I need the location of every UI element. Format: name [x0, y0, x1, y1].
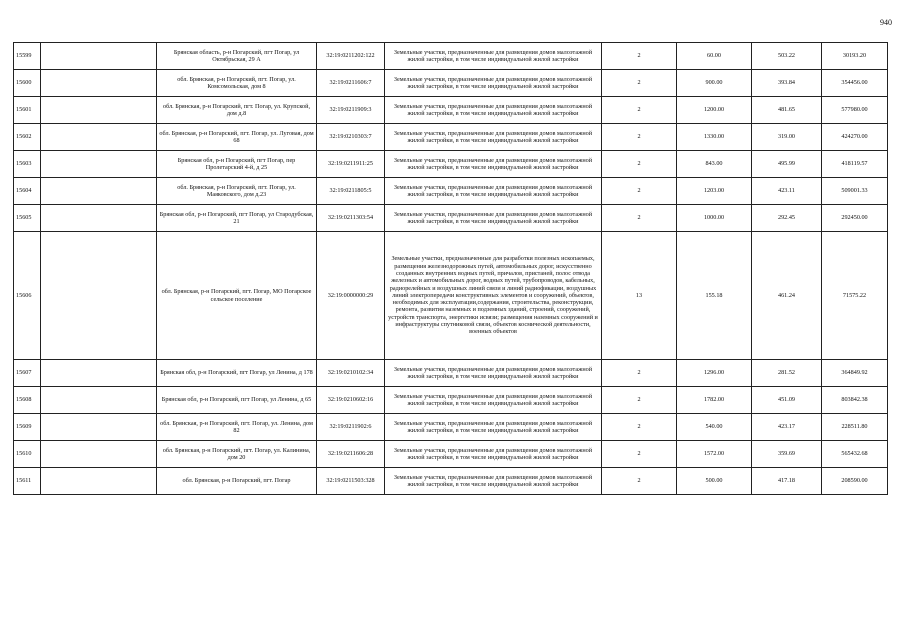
cadastral-number-cell: 32:19:0210602:16	[317, 387, 385, 414]
record-number: 15603	[14, 151, 41, 178]
cadastral-value-cell: 71575.22	[822, 232, 888, 360]
table-row	[14, 70, 888, 97]
land-use-cell: Земельные участки, предназначенные для разработки полезных ископаемых, размещения железнодорожных путей, автомобильных дорог, искусственно созданных внутренних водных путей, причалов, пристаней, полос отвода железных и автомобильных дорог, водных путей, трубопроводов, кабельных, радиорелейных и воздушных линий связи и линий радиофикации, воздушных линий электропередачи конструктивных элементов и сооружений, объектов, необходимых для эксплуатации,содержания, строительства, реконструкции, ремонта, развития наземных и подземных зданий, строений, сооружений, устройств транспорта, энергетики исвязи; размещения наземных сооружений и инфраструктуры спутниковой связи, объектов космической деятельности, военных объектов	[385, 232, 602, 360]
table-row	[14, 468, 888, 495]
empty-cell	[41, 414, 157, 441]
empty-cell	[41, 360, 157, 387]
rate-cell: 461.24	[752, 232, 822, 360]
address-cell: Брянская область, р-н Погарский, пгт Погар, ул Октябрьская, 29 А	[157, 43, 317, 70]
land-registry-table	[13, 42, 888, 495]
cadastral-value-cell: 228511.80	[822, 414, 888, 441]
cadastral-number-cell: 32:19:0211606:28	[317, 441, 385, 468]
category-cell: 2	[602, 468, 677, 495]
cadastral-number-cell: 32:19:0211805:5	[317, 178, 385, 205]
area-cell: 1782.00	[677, 387, 752, 414]
rate-cell: 359.69	[752, 441, 822, 468]
cadastral-value-cell: 577980.00	[822, 97, 888, 124]
cadastral-value-cell: 509001.33	[822, 178, 888, 205]
land-use-cell: Земельные участки, предназначенные для размещения домов малоэтажной жилой застройки, в том числе индивидуальной жилой застройки	[385, 70, 602, 97]
area-cell: 1000.00	[677, 205, 752, 232]
record-number: 15604	[14, 178, 41, 205]
address-cell: Брянская обл, р-н Погарский, пгт Погар, пер Пролетарский 4-й, д 25	[157, 151, 317, 178]
cadastral-number-cell: 32:19:0211902:6	[317, 414, 385, 441]
cadastral-value-cell: 292450.00	[822, 205, 888, 232]
table-body	[14, 43, 888, 495]
cadastral-number-cell: 32:19:0211303:54	[317, 205, 385, 232]
category-cell: 2	[602, 43, 677, 70]
rate-cell: 481.65	[752, 97, 822, 124]
empty-cell	[41, 387, 157, 414]
area-cell: 60.00	[677, 43, 752, 70]
land-use-cell: Земельные участки, предназначенные для размещения домов малоэтажной жилой застройки, в том числе индивидуальной жилой застройки	[385, 97, 602, 124]
category-cell: 2	[602, 205, 677, 232]
land-use-cell: Земельные участки, предназначенные для размещения домов малоэтажной жилой застройки, в том числе индивидуальной жилой застройки	[385, 468, 602, 495]
address-cell: обл. Брянская, р-н Погарский, пгт. Погар, ул. Луговая, дом 68	[157, 124, 317, 151]
address-cell: Брянская обл, р-н Погарский, пгт Погар, ул Ленина, д 178	[157, 360, 317, 387]
address-cell: обл. Брянская, р-н Погарский, пгт. Погар, ул. Маяковского, дом д.23	[157, 178, 317, 205]
empty-cell	[41, 151, 157, 178]
table-row	[14, 151, 888, 178]
empty-cell	[41, 97, 157, 124]
cadastral-number-cell: 32:19:0210102:34	[317, 360, 385, 387]
table-row	[14, 232, 888, 360]
rate-cell: 292.45	[752, 205, 822, 232]
address-cell: Брянская обл, р-н Погарский, пгт Погар, ул Стародубская, 21	[157, 205, 317, 232]
cadastral-number-cell: 32:19:0211911:25	[317, 151, 385, 178]
address-cell: обл. Брянская, р-н Погарский, пгт. Погар, ул. Калинина, дом 20	[157, 441, 317, 468]
address-cell: обл. Брянская, р-н Погарский, пгт. Погар, ул. Ленина, дом 82	[157, 414, 317, 441]
cadastral-value-cell: 424270.00	[822, 124, 888, 151]
land-use-cell: Земельные участки, предназначенные для размещения домов малоэтажной жилой застройки, в том числе индивидуальной жилой застройки	[385, 441, 602, 468]
empty-cell	[41, 232, 157, 360]
area-cell: 1330.00	[677, 124, 752, 151]
area-cell: 500.00	[677, 468, 752, 495]
record-number: 15609	[14, 414, 41, 441]
table-row	[14, 387, 888, 414]
table-row	[14, 178, 888, 205]
empty-cell	[41, 124, 157, 151]
cadastral-value-cell: 208590.00	[822, 468, 888, 495]
rate-cell: 503.22	[752, 43, 822, 70]
land-use-cell: Земельные участки, предназначенные для размещения домов малоэтажной жилой застройки, в том числе индивидуальной жилой застройки	[385, 178, 602, 205]
table-row	[14, 414, 888, 441]
record-number: 15611	[14, 468, 41, 495]
category-cell: 2	[602, 414, 677, 441]
area-cell: 843.00	[677, 151, 752, 178]
category-cell: 13	[602, 232, 677, 360]
category-cell: 2	[602, 178, 677, 205]
cadastral-value-cell: 565432.68	[822, 441, 888, 468]
table-row	[14, 43, 888, 70]
empty-cell	[41, 468, 157, 495]
land-use-cell: Земельные участки, предназначенные для размещения домов малоэтажной жилой застройки, в том числе индивидуальной жилой застройки	[385, 151, 602, 178]
empty-cell	[41, 43, 157, 70]
address-cell: Брянская обл, р-н Погарский, пгт Погар, ул Ленина, д 65	[157, 387, 317, 414]
rate-cell: 417.18	[752, 468, 822, 495]
category-cell: 2	[602, 70, 677, 97]
rate-cell: 281.52	[752, 360, 822, 387]
area-cell: 900.00	[677, 70, 752, 97]
record-number: 15608	[14, 387, 41, 414]
empty-cell	[41, 70, 157, 97]
rate-cell: 423.17	[752, 414, 822, 441]
record-number: 15601	[14, 97, 41, 124]
category-cell: 2	[602, 441, 677, 468]
category-cell: 2	[602, 97, 677, 124]
address-cell: обл. Брянская, р-н Погарский, пгт. Погар	[157, 468, 317, 495]
cadastral-value-cell: 364849.92	[822, 360, 888, 387]
category-cell: 2	[602, 360, 677, 387]
rate-cell: 451.09	[752, 387, 822, 414]
page-number: 940	[880, 18, 892, 27]
land-use-cell: Земельные участки, предназначенные для размещения домов малоэтажной жилой застройки, в том числе индивидуальной жилой застройки	[385, 414, 602, 441]
category-cell: 2	[602, 151, 677, 178]
record-number: 15605	[14, 205, 41, 232]
category-cell: 2	[602, 124, 677, 151]
cadastral-value-cell: 803842.38	[822, 387, 888, 414]
address-cell: обл. Брянская, р-н Погарский, пгт. Погар, ул. Крупской, дом д.8	[157, 97, 317, 124]
empty-cell	[41, 441, 157, 468]
table-row	[14, 124, 888, 151]
land-use-cell: Земельные участки, предназначенные для размещения домов малоэтажной жилой застройки, в том числе индивидуальной жилой застройки	[385, 205, 602, 232]
area-cell: 1203.00	[677, 178, 752, 205]
land-use-cell: Земельные участки, предназначенные для размещения домов малоэтажной жилой застройки, в том числе индивидуальной жилой застройки	[385, 360, 602, 387]
cadastral-number-cell: 32:19:0211909:3	[317, 97, 385, 124]
record-number: 15602	[14, 124, 41, 151]
category-cell: 2	[602, 387, 677, 414]
empty-cell	[41, 178, 157, 205]
area-cell: 1200.00	[677, 97, 752, 124]
cadastral-number-cell: 32:19:0000000:29	[317, 232, 385, 360]
land-use-cell: Земельные участки, предназначенные для размещения домов малоэтажной жилой застройки, в том числе индивидуальной жилой застройки	[385, 387, 602, 414]
cadastral-value-cell: 30193.20	[822, 43, 888, 70]
address-cell: обл. Брянская, р-н Погарский, пгт. Погар, ул. Комсомольская, дом 8	[157, 70, 317, 97]
table-row	[14, 441, 888, 468]
land-use-cell: Земельные участки, предназначенные для размещения домов малоэтажной жилой застройки, в том числе индивидуальной жилой застройки	[385, 43, 602, 70]
cadastral-number-cell: 32:19:0210303:7	[317, 124, 385, 151]
table-row	[14, 97, 888, 124]
empty-cell	[41, 205, 157, 232]
area-cell: 155.18	[677, 232, 752, 360]
address-cell: обл. Брянская, р-н Погарский, пгт. Погар, МО Погарское сельское поселение	[157, 232, 317, 360]
cadastral-number-cell: 32:19:0211606:7	[317, 70, 385, 97]
record-number: 15607	[14, 360, 41, 387]
table-row	[14, 205, 888, 232]
cadastral-number-cell: 32:19:0211202:122	[317, 43, 385, 70]
rate-cell: 423.11	[752, 178, 822, 205]
record-number: 15606	[14, 232, 41, 360]
table-row	[14, 360, 888, 387]
cadastral-value-cell: 354456.00	[822, 70, 888, 97]
rate-cell: 495.99	[752, 151, 822, 178]
rate-cell: 393.84	[752, 70, 822, 97]
cadastral-value-cell: 418119.57	[822, 151, 888, 178]
rate-cell: 319.00	[752, 124, 822, 151]
record-number: 15600	[14, 70, 41, 97]
cadastral-number-cell: 32:19:0211503:328	[317, 468, 385, 495]
area-cell: 1572.00	[677, 441, 752, 468]
area-cell: 1296.00	[677, 360, 752, 387]
land-use-cell: Земельные участки, предназначенные для размещения домов малоэтажной жилой застройки, в том числе индивидуальной жилой застройки	[385, 124, 602, 151]
record-number: 15610	[14, 441, 41, 468]
record-number: 15599	[14, 43, 41, 70]
area-cell: 540.00	[677, 414, 752, 441]
